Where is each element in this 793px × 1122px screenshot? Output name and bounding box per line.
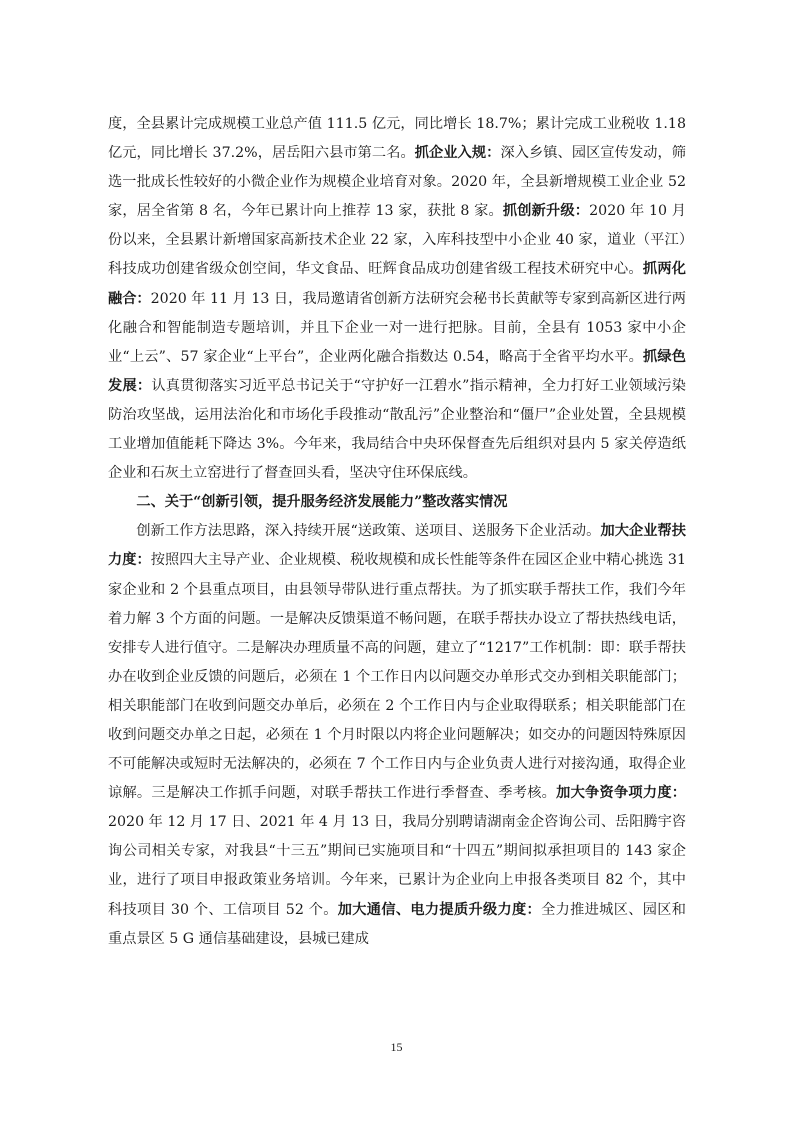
text-run: 全力推进城区、园区和重点景区 5 G 通信基础建设，县城已建成	[108, 901, 686, 947]
bold-lead-in: 抓企业入规：	[414, 145, 501, 162]
bold-lead-in: 抓两化融合：	[108, 261, 686, 307]
text-run: 度，全县累计完成规模工业总产值 111.5 亿元，同比增长 18.7%；累计完成工业税收 1.18 亿元，同比增长 37.2%，居岳阳六县市第二名。	[108, 116, 686, 162]
paragraph	[108, 517, 686, 953]
text-run: 2020 年 11 月 13 日，我局邀请省创新方法研究会秘书长黄献等专家到高新区进行两化融合和智能制造专题培训，并且下企业一对一进行把脉。目前，全县有 1053 家中小企业“上云”、57 家企业“上平台”，企业两化融合指数达 0.54，略高于全省平均水平。	[108, 290, 686, 365]
bold-lead-in: 加大企业帮扶力度：	[108, 523, 686, 569]
document-body	[108, 110, 686, 954]
text-run: 认真贯彻落实习近平总书记关于“守护好一江碧水”指示精神，全力打好工业领域污染防治攻坚战，运用法治化和市场化手段推动“散乱污”企业整治和“僵尸”企业处置，全县规模工业增加值能耗下降达 3%。今年来，我局结合中央环保督查先后组织对县内 5 家关停造纸企业和石灰土立窑进行了督查回头看，坚决守住环保底线。	[108, 377, 686, 482]
bold-lead-in: 抓绿色发展：	[108, 348, 686, 394]
page-number: 15	[390, 1040, 403, 1054]
bold-lead-in: 抓创新升级：	[502, 203, 590, 220]
text-run: 创新工作方法思路，深入持续开展“送政策、送项目、送服务下企业活动。	[136, 523, 601, 540]
paragraph-block	[108, 517, 686, 953]
paragraph	[108, 110, 686, 488]
bold-lead-in: 加大争资争项力度：	[556, 785, 686, 802]
text-run: 2020 年 12 月 17 日、2021 年 4 月 13 日，我局分别聘请湖南金企咨询公司、岳阳腾宇咨询公司相关专家，对我县“十三五”期间已实施项目和“十四五”期间拟承担项目的 143 家企业，进行了项目申报政策业务培训。今年来，已累计为企业向上申报各类项目 82 个，其中科技项目 30 个、工信项目 52 个。	[108, 814, 686, 918]
text-run: 2020 年 10 月份以来，全县累计新增国家高新技术企业 22 家，入库科技型中小企业 40 家，道业（平江）科技成功创建省级众创空间，华文食品、旺辉食品成功创建省级工程技术研究中心。	[108, 203, 686, 278]
bold-lead-in: 加大通信、电力提质升级力度：	[337, 901, 542, 918]
text-run: 深入乡镇、园区宣传发动，筛选一批成长性较好的小微企业作为规模企业培育对象。2020 年，全县新增规模工业企业 52 家，居全省第 8 名，今年已累计向上推荐 13 家，获批 8 家。	[108, 145, 686, 220]
paragraph-block	[108, 110, 686, 488]
section-heading: 二、关于“创新引领，提升服务经济发展能力”整改落实情况	[136, 494, 508, 511]
text-run: 按照四大主导产业、企业规模、税收规模和成长性能等条件在园区企业中精心挑选 31 家企业和 2 个县重点项目，由县领导带队进行重点帮扶。为了抓实联手帮扶工作，我们今年着力解 3 个方面的问题。一是解决反馈渠道不畅问题，在联手帮扶办设立了帮扶热线电话，安排专人进行值守。二是解决办理质量不高的问题，建立了“1217”工作机制：即：联手帮扶办在收到企业反馈的问题后，必须在 1 个工作日内以问题交办单形式交办到相关职能部门；相关职能部门在收到问题交办单后，必须在 2 个工作日内与企业取得联系；相关职能部门在收到问题交办单之日起，必须在 1 个月时限以内将企业问题解决；如交办的问题因特殊原因不可能解决或短时无法解决的，必须在 7 个工作日内与企业负责人进行对接沟通，取得企业谅解。三是解决工作抓手问题，对联手帮扶工作进行季督查、季考核。	[108, 552, 686, 802]
